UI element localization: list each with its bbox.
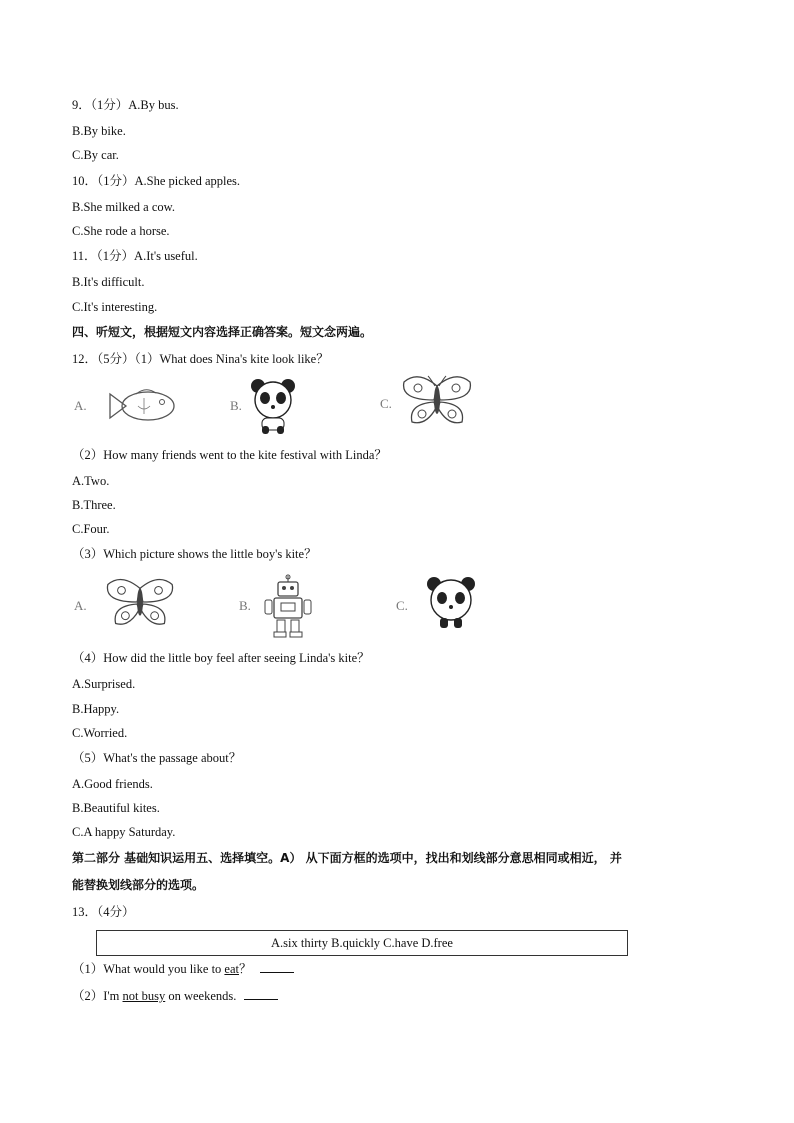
section-4-heading: 四、听短文，根据短文内容选择正确答案。短文念两遍。 xyxy=(72,325,373,339)
picture-label-a: A. xyxy=(74,398,87,413)
q10-option-b: B.She milked a cow. xyxy=(72,200,175,214)
q12-part3: （3）Which picture shows the little boy's kite？ xyxy=(72,547,317,561)
q13-part1 xyxy=(72,960,294,977)
q13-part2-end: on weekends. xyxy=(165,989,237,1003)
q13-part2-text: （2）I'm xyxy=(72,989,123,1003)
q13-line: 13．（4分） xyxy=(72,905,135,919)
q9-option-b: B.By bike. xyxy=(72,124,126,138)
q13-part1-underlined: eat xyxy=(224,962,239,976)
q13-part2-underlined: not busy xyxy=(122,989,166,1003)
picture-label-c: C. xyxy=(380,396,392,411)
answer-blank[interactable] xyxy=(260,960,294,973)
q12-part5-option-c: C.A happy Saturday. xyxy=(72,825,176,839)
q12-part4-option-c: C.Worried. xyxy=(72,726,128,740)
q12-part2: （2）How many friends went to the kite festival with Linda？ xyxy=(72,448,387,462)
q13-part1-text: （1）What would you like to xyxy=(72,962,225,976)
picture-label-c: C. xyxy=(396,598,408,613)
butterfly-icon xyxy=(102,576,178,632)
panda-icon xyxy=(422,574,480,630)
q13-part2 xyxy=(72,987,278,1004)
q12-part5-option-b: B.Beautiful kites. xyxy=(72,801,160,815)
answer-blank[interactable] xyxy=(244,987,278,1000)
q12-part1: 12．（5分）（1）What does Nina's kite look like？ xyxy=(72,352,329,366)
picture-row-2 xyxy=(72,574,732,638)
q12-part4: （4）How did the little boy feel after seeing Linda's kite？ xyxy=(72,651,370,665)
fish-icon xyxy=(106,384,178,430)
q10-line: 10．（1分）A.She picked apples. xyxy=(72,174,241,188)
options-box: A.six thirty B.quickly C.have D.free xyxy=(96,930,628,956)
picture-label-b: B. xyxy=(230,398,242,413)
part-2-heading-cont: 能替换划线部分的选项。 xyxy=(72,878,205,892)
q12-part5: （5）What's the passage about？ xyxy=(72,751,242,765)
q12-part2-option-b: B.Three. xyxy=(72,498,116,512)
picture-label-a: A. xyxy=(74,598,87,613)
q12-part5-option-a: A.Good friends. xyxy=(72,777,153,791)
part-2-heading: 第二部分 基础知识运用五、选择填空。A） 从下面方框的选项中，找出和划线部分意思相同或相近， 并 xyxy=(72,851,622,865)
q12-part2-option-a: A.Two. xyxy=(72,474,110,488)
q12-part2-option-c: C.Four. xyxy=(72,522,110,536)
picture-label-b: B. xyxy=(239,598,251,613)
q12-part4-option-a: A.Surprised. xyxy=(72,677,136,691)
panda-icon xyxy=(246,376,300,436)
q12-part4-option-b: B.Happy. xyxy=(72,702,120,716)
q11-line: 11．（1分）A.It's useful. xyxy=(72,249,198,263)
q11-option-b: B.It's difficult. xyxy=(72,275,145,289)
robot-icon xyxy=(262,574,314,638)
butterfly-icon xyxy=(398,374,476,430)
q9-option-c: C.By car. xyxy=(72,148,119,162)
q9-line: 9．（1分）A.By bus. xyxy=(72,98,179,112)
q10-option-c: C.She rode a horse. xyxy=(72,224,170,238)
picture-row-1 xyxy=(72,372,732,436)
q13-part1-end: ？ xyxy=(239,962,252,976)
q11-option-c: C.It's interesting. xyxy=(72,300,158,314)
